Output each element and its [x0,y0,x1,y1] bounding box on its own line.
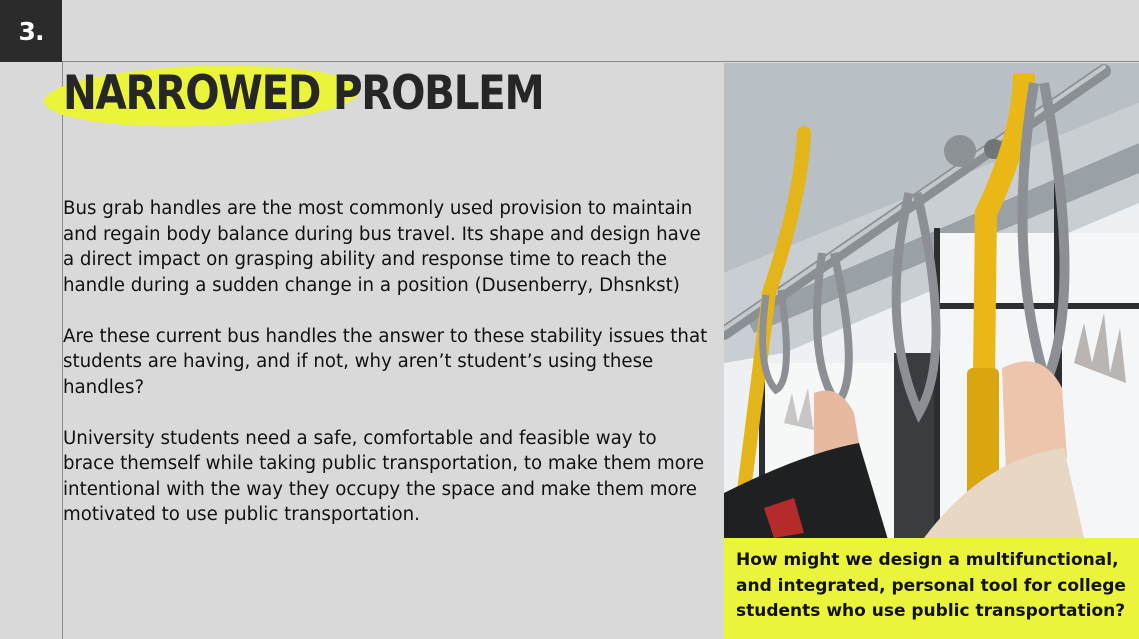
title-highlighted-word: NARROWED [63,66,321,121]
body-text [63,196,713,553]
page-title [63,64,543,124]
paragraph-1: Bus grab handles are the most commonly used provision to maintain and regain body balance during bus travel. Its shape and design have a direct impact on grasping ability and response time to reach the handle during a sudden change in a position (Dusenberry, Dhsnkst) [63,198,701,296]
slide-number: 3. [0,0,62,62]
how-might-we-question: How might we design a multifunctional, and integrated, personal tool for college students who use public transportation? [724,538,1139,639]
paragraph-2: Are these current bus handles the answer to these stability issues that students are having, and if not, why aren’t student’s using these handles? [63,325,708,398]
title-rest-word: PROBLEM [332,66,544,121]
paragraph-3: University students need a safe, comfortable and feasible way to brace themself while taking public transportation, to make them more intentional with the way they occupy the space and make them more motivated to use public transportation. [63,427,705,525]
bus-handles-photo [724,63,1139,538]
divider-horizontal [62,61,1139,62]
